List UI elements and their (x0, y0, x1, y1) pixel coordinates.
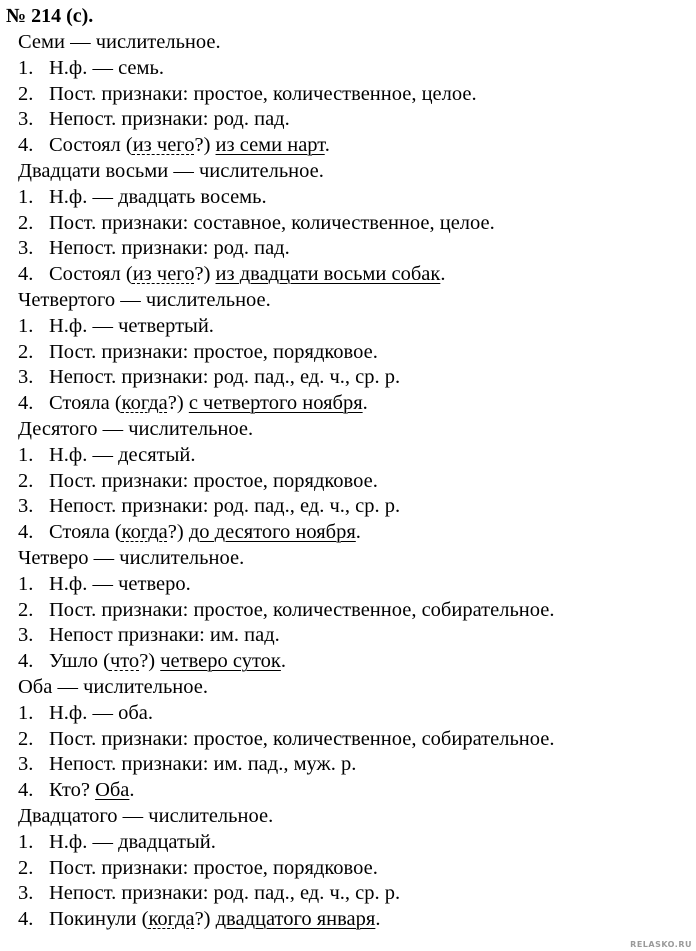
item-number: 3. (18, 237, 34, 260)
block-title: Двадцатого — числительное. (18, 805, 274, 827)
item-text: Пост. признаки: составное, количественное, целое. (49, 211, 495, 234)
item-text: Непост. признаки: род. пад., ед. ч., ср. р. (49, 495, 401, 518)
item-number: 4. (18, 521, 34, 544)
item-text: Непост. признаки: им. пад., муж. р. (49, 753, 357, 776)
item-number: 4. (18, 134, 34, 157)
item-text: Состоял ( (49, 263, 133, 286)
block-title: Четвертого — числительное. (18, 289, 271, 311)
item-text: ?) (194, 908, 216, 931)
item-text: Непост. признаки: род. пад., ед. ч., ср. р. (49, 366, 401, 389)
item-number: 1. (18, 701, 34, 724)
list-item (18, 906, 380, 932)
item-number: 2. (18, 340, 34, 363)
block-title: Десятого — числительное. (18, 418, 254, 440)
item-text: ?) (194, 134, 216, 157)
item-text: Непост. признаки: род. пад. (49, 108, 290, 131)
item-number: 3. (18, 495, 34, 518)
item-text: Н.ф. — десятый. (49, 443, 196, 466)
item-text: Кто? (49, 779, 96, 802)
item-number: 2. (18, 598, 34, 621)
list-item (18, 261, 445, 287)
list-item (18, 210, 495, 236)
item-number: 2. (18, 469, 34, 492)
item-number: 3. (18, 366, 34, 389)
item-number: 1. (18, 443, 34, 466)
list-item (18, 81, 477, 107)
list-item (18, 829, 216, 855)
item-text: Пост. признаки: простое, количественное, собирательное. (49, 598, 555, 621)
item-number: 1. (18, 56, 34, 79)
list-item (18, 390, 368, 416)
question-word: когда (121, 392, 168, 415)
question-word: что (109, 650, 140, 673)
item-text: Стояла ( (49, 392, 122, 415)
list-item (18, 880, 400, 906)
item-number: 4. (18, 650, 34, 673)
item-text: Пост. признаки: простое, количественное, собирательное. (49, 727, 555, 750)
list-item (18, 468, 378, 494)
item-text: . (375, 908, 381, 931)
item-text: ?) (167, 521, 189, 544)
item-text: Н.ф. — четверо. (49, 572, 191, 595)
item-text: ?) (167, 392, 189, 415)
item-text: Н.ф. — семь. (49, 56, 164, 79)
block-title: Оба — числительное. (18, 676, 208, 698)
item-text: Покинули ( (49, 908, 149, 931)
list-item (18, 442, 195, 468)
answer-phrase: с четвертого ноября (188, 392, 363, 415)
question-word: когда (121, 521, 168, 544)
list-item (18, 777, 135, 803)
item-text: . (324, 134, 330, 157)
list-item (18, 493, 400, 519)
item-number: 2. (18, 856, 34, 879)
item-number: 3. (18, 624, 34, 647)
item-number: 4. (18, 392, 34, 415)
item-text: Пост. признаки: простое, порядковое. (49, 856, 378, 879)
item-number: 3. (18, 753, 34, 776)
item-number: 3. (18, 882, 34, 905)
list-item (18, 855, 378, 881)
item-text: Непост. признаки: род. пад., ед. ч., ср. р. (49, 882, 401, 905)
block-title: Семи — числительное. (18, 31, 221, 53)
list-item (18, 106, 290, 132)
item-text: Непост признаки: им. пад. (49, 624, 280, 647)
item-text: . (440, 263, 446, 286)
list-item (18, 313, 214, 339)
list-item (18, 597, 554, 623)
list-item (18, 726, 554, 752)
item-text: Стояла ( (49, 521, 122, 544)
item-text: Состоял ( (49, 134, 133, 157)
exercise-heading: № 214 (с). (6, 5, 94, 27)
question-word: из чего (132, 134, 195, 157)
item-number: 2. (18, 211, 34, 234)
question-word: когда (148, 908, 195, 931)
item-number: 4. (18, 908, 34, 931)
item-number: 4. (18, 779, 34, 802)
item-number: 1. (18, 572, 34, 595)
answer-phrase: двадцатого января (215, 908, 376, 931)
list-item (18, 339, 378, 365)
item-text: Непост. признаки: род. пад. (49, 237, 290, 260)
answer-phrase: из семи нарт (215, 134, 325, 157)
list-item (18, 132, 330, 158)
item-text: . (280, 650, 287, 673)
list-item (18, 648, 286, 674)
item-text: ?) (194, 263, 216, 286)
list-item (18, 571, 191, 597)
answer-phrase: до десятого ноября (188, 521, 356, 544)
item-number: 2. (18, 727, 34, 750)
item-text: Пост. признаки: простое, порядковое. (49, 469, 378, 492)
item-text: Н.ф. — двадцать восемь. (49, 185, 267, 208)
list-item (18, 700, 153, 726)
block-title: Четверо — числительное. (18, 547, 245, 569)
list-item (18, 235, 290, 261)
item-text: Н.ф. — оба. (49, 701, 153, 724)
item-text: Ушло ( (49, 650, 110, 673)
answer-phrase: из двадцати восьми собак (215, 263, 441, 286)
item-text: Пост. признаки: простое, количественное, целое. (49, 82, 477, 105)
item-number: 4. (18, 263, 34, 286)
list-item (18, 364, 400, 390)
item-text: . (362, 392, 368, 415)
answer-phrase: четверо суток (160, 650, 281, 673)
answer-phrase: Оба (95, 779, 130, 802)
list-item (18, 751, 356, 777)
item-number: 3. (18, 108, 34, 131)
item-number: 1. (18, 830, 34, 853)
watermark: RELASKO.RU (630, 940, 692, 949)
item-text: Пост. признаки: простое, порядковое. (49, 340, 378, 363)
item-number: 1. (18, 185, 34, 208)
list-item (18, 622, 280, 648)
item-text: . (355, 521, 361, 544)
list-item (18, 184, 267, 210)
item-text: ?) (139, 650, 161, 673)
item-number: 1. (18, 314, 34, 337)
block-title: Двадцати восьми — числительное. (18, 160, 324, 182)
item-text: Н.ф. — четвертый. (49, 314, 214, 337)
list-item (18, 55, 164, 81)
item-text: Н.ф. — двадцатый. (49, 830, 216, 853)
question-word: из чего (132, 263, 195, 286)
item-number: 2. (18, 82, 34, 105)
list-item (18, 519, 361, 545)
item-text: . (129, 779, 135, 802)
